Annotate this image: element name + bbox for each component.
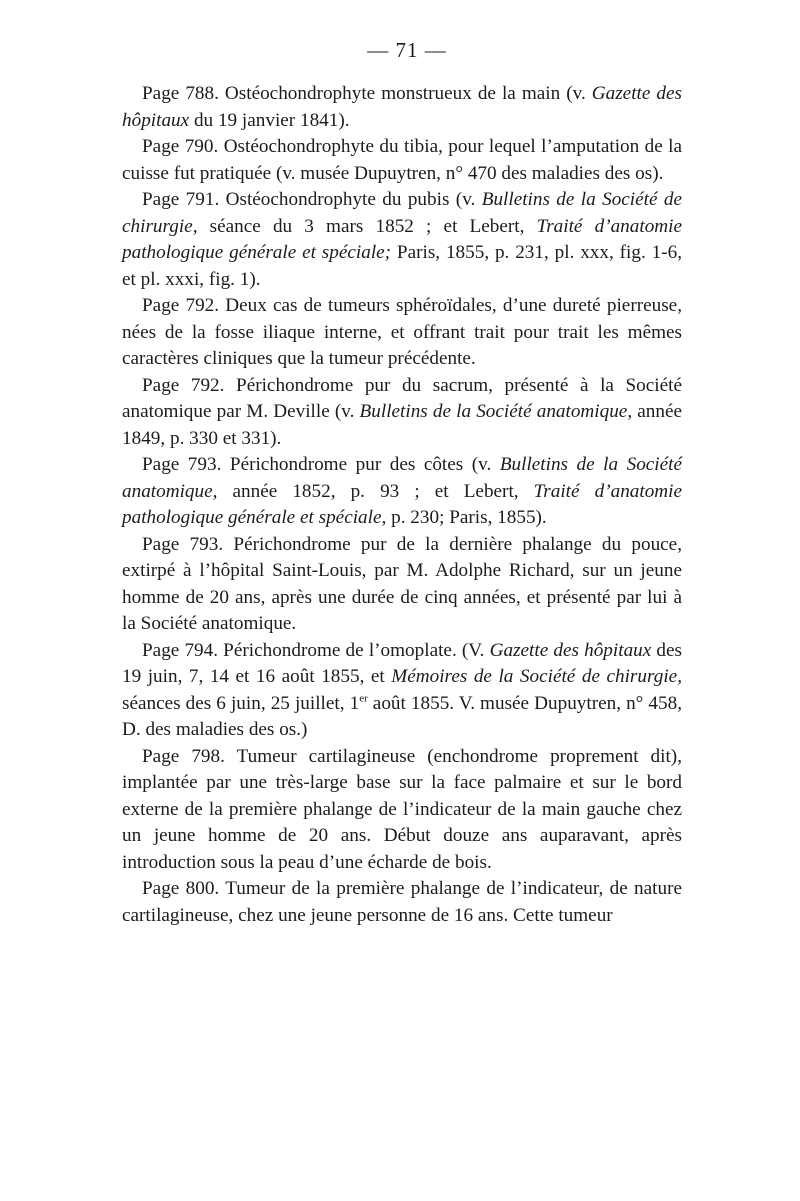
entry-text: Page 793. Périchondrome pur de la dernière phalange du pouce, extirpé à l’hôpital Saint-Louis, par M. Adolphe Richard, sur un jeune homme de 20 ans, après une durée de cinq années, et présenté par lui à la Société anatomique. [122,533,682,634]
entry-citation: Bulletins de la Société anatomique, [359,401,633,422]
entry-page-791 [122,187,682,293]
entry-text: Page 793. Périchondrome pur des côtes (v. [142,454,500,475]
entry-page-793-b [122,532,682,638]
entry-citation: Gazette des hôpitaux [489,639,652,661]
entry-citation: Gazette des hôpitaux [122,83,682,131]
entry-text: des 19 juin, 7, 14 et 16 août 1855, et [122,639,683,687]
entry-text: p. 230; Paris, 1855). [386,507,547,528]
entry-text: séances des 6 juin, 25 juillet, 1 [122,692,360,714]
entry-citation: Traité d’anatomie pathologique générale et spéciale; [122,215,683,263]
entry-text: août 1855. V. musée Dupuytren, n° 458, D. des maladies des os.) [122,692,682,740]
entry-page-788 [122,81,682,134]
page-number: — 71 — [367,38,447,62]
superscript: er [359,692,368,705]
entry-text: Page 798. Tumeur cartilagineuse (enchondrome proprement dit), implantée par une très-large base sur la face palmaire et sur le bord externe de la première phalange de l’indicateur de la main gauche chez un jeune homme de 20 ans. Début douze ans auparavant, après introduction sous la peau d’une écharde de bois. [122,745,682,873]
entry-text: Page 792. Deux cas de tumeurs sphéroïdales, d’une dureté pierreuse, nées de la fosse iliaque interne, et offrant trait pour trait les mêmes caractères cliniques que la tumeur précédente. [122,295,682,369]
entry-citation: Bulletins de la Société anatomique, [122,454,682,502]
entry-page-792-a [122,293,682,373]
entry-text: du 19 janvier 1841). [189,109,350,131]
entry-page-800 [122,876,682,929]
entry-page-794 [122,638,682,744]
entry-page-793-a [122,452,682,532]
entry-text: Page 792. Périchondrome pur du sacrum, présenté à la Société anatomique par M. Deville (v. [122,374,682,422]
entry-citation: Mémoires de la Société de chirurgie, [391,666,682,687]
entry-page-798 [122,744,682,877]
entry-text: Page 794. Périchondrome de l’omoplate. (V. [142,639,490,661]
entry-citation: Bulletins de la Société de chirurgie, [122,189,682,237]
entry-page-790 [122,134,682,187]
entry-text: séance du 3 mars 1852 ; et Lebert, [197,215,537,237]
entry-citation: Traité d’anatomie pathologique générale et spéciale, [122,480,683,528]
entry-page-792-b [122,373,682,453]
entry-text: Page 791. Ostéochondrophyte du pubis (v. [142,189,482,210]
entry-text: Page 800. Tumeur de la première phalange de l’indicateur, de nature cartilagineuse, chez une jeune personne de 16 ans. Cette tumeur [122,878,682,926]
entry-text: Page 788. Ostéochondrophyte monstrueux de la main (v. [142,83,592,104]
entry-text: année 1852, p. 93 ; et Lebert, [217,480,534,502]
entry-text: Paris, 1855, p. 231, pl. xxx, fig. 1-6, et pl. xxxi, fig. 1). [122,242,682,290]
entry-text: Page 790. Ostéochondrophyte du tibia, pour lequel l’amputation de la cuisse fut pratiquée (v. musée Dupuytren, n° 470 des maladies des os). [122,136,682,184]
entry-text: année 1849, p. 330 et 331). [122,401,682,449]
